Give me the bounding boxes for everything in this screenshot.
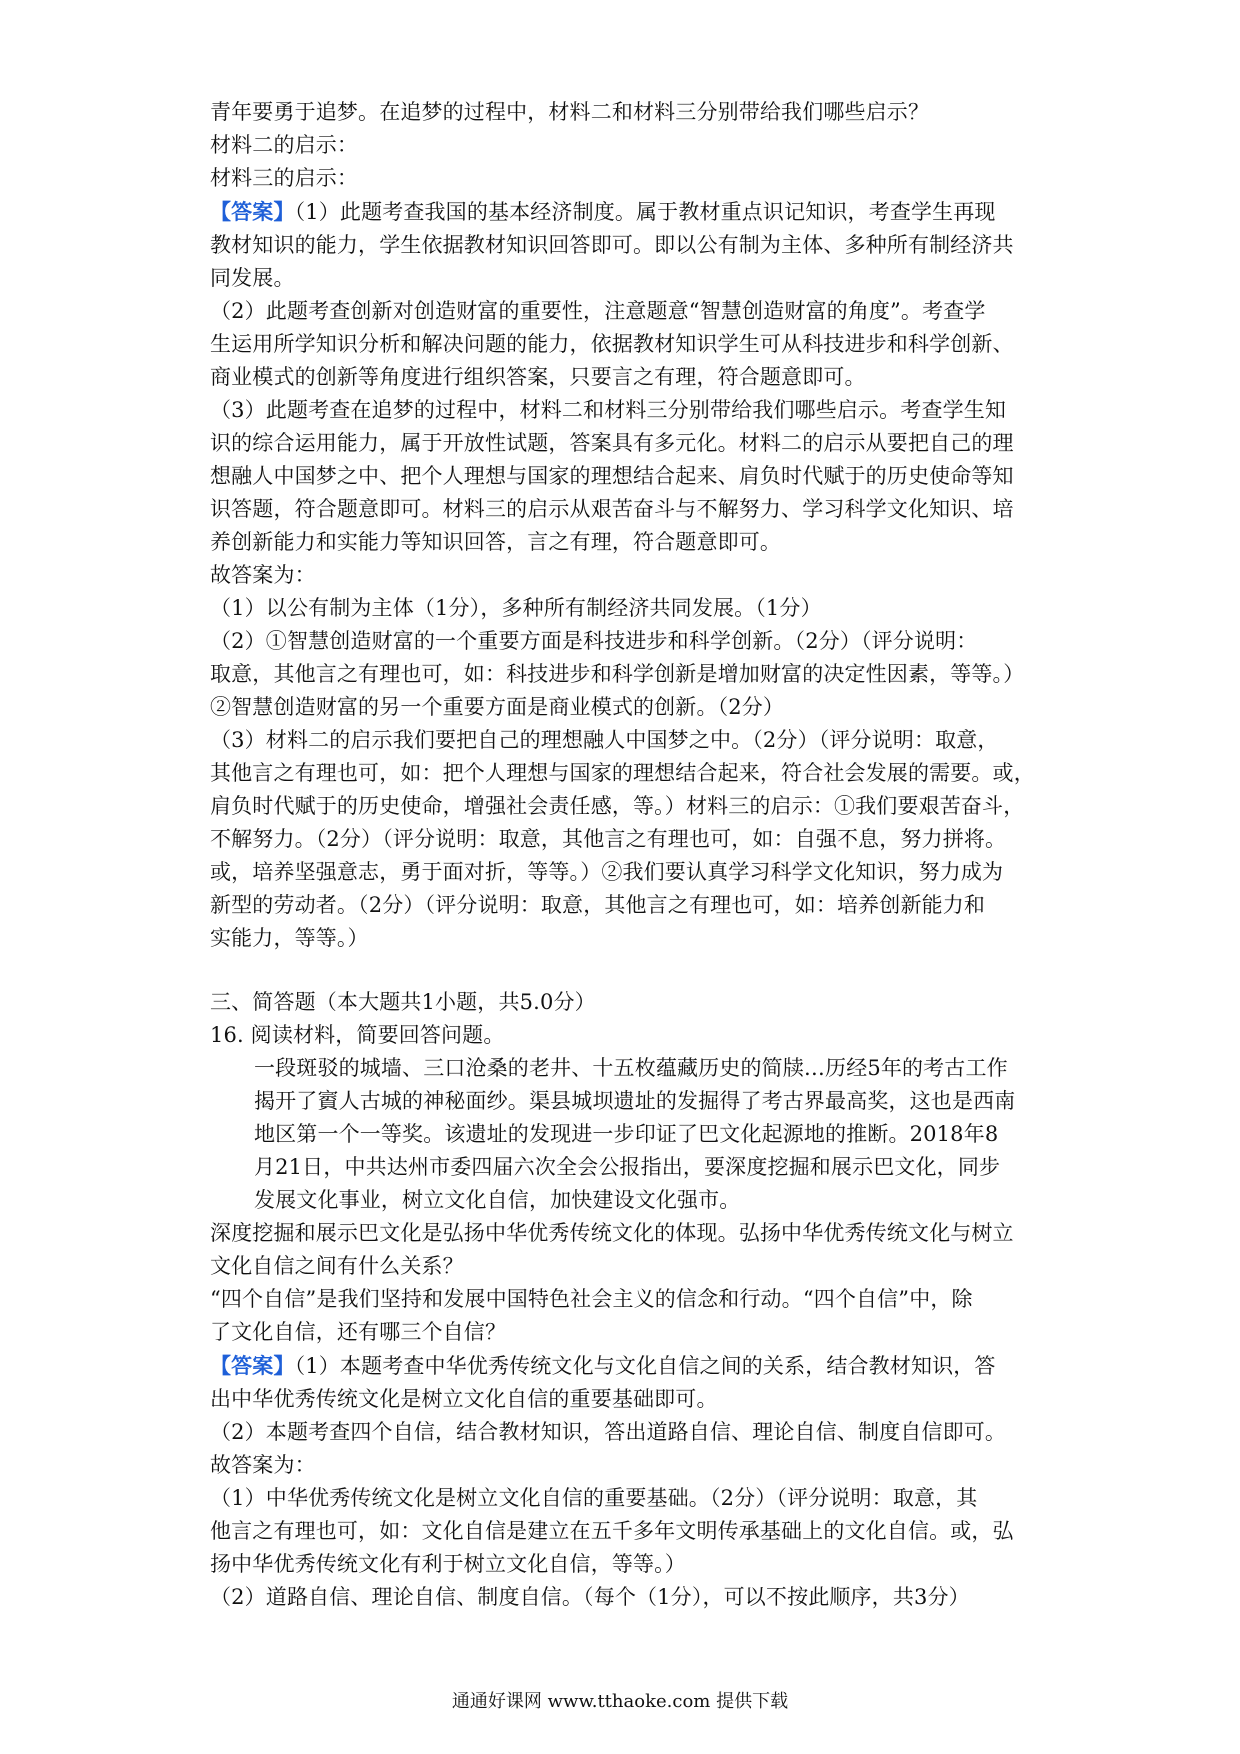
q15-final-2-line-3: ②智慧创造财富的另一个重要方面是商业模式的创新。（2分） bbox=[210, 695, 785, 719]
section-3-heading: 三、简答题（本大题共1小题，共5.0分） bbox=[210, 990, 596, 1014]
q15-analysis-3-line-3: 想融人中国梦之中、把个人理想与国家的理想结合起来、肩负时代赋于的历史使命等知 bbox=[210, 464, 1014, 488]
q15-final-3-line-1: （3）材料二的启示我们要把自己的理想融人中国梦之中。（2分）（评分说明：取意， bbox=[210, 728, 999, 752]
q15-conclusion-label: 故答案为： bbox=[210, 563, 316, 587]
q15-analysis-1-line-2: 教材知识的能力，学生依据教材知识回答即可。即以公有制为主体、多种所有制经济共 bbox=[210, 233, 1014, 257]
q15-analysis-1-line-3: 同发展。 bbox=[210, 266, 295, 290]
question-16-part-2-line-2: 了文化自信，还有哪三个自信？ bbox=[210, 1320, 507, 1344]
q15-final-2-line-1: （2）①智慧创造财富的一个重要方面是科技进步和科学创新。（2分）（评分说明： bbox=[210, 629, 978, 653]
question-16-part-2-line-1: “四个自信”是我们坚持和发展中国特色社会主义的信念和行动。“四个自信”中，除 bbox=[210, 1287, 973, 1311]
answer-blank-material-3: 材料三的启示： bbox=[210, 166, 359, 190]
q15-final-3-line-2: 其他言之有理也可，如：把个人理想与国家的理想结合起来，符合社会发展的需要。或， bbox=[210, 761, 1035, 785]
answer-tag: 【答案】 bbox=[210, 1353, 295, 1378]
q15-final-3-line-7: 实能力，等等。） bbox=[210, 926, 369, 950]
q15-analysis-2-line-2: 生运用所学知识分析和解决问题的能力，依据教材知识学生可从科技进步和科学创新、 bbox=[210, 332, 1014, 356]
question-16-title: 16. 阅读材料，简要回答问题。 bbox=[210, 1023, 505, 1047]
q15-final-3-line-3: 肩负时代赋于的历史使命，增强社会责任感，等。）材料三的启示：①我们要艰苦奋斗， bbox=[210, 794, 1025, 818]
material-line-2: 揭开了賨人古城的神秘面纱。渠县城坝遗址的发掘得了考古界最高奖，这也是西南 bbox=[254, 1089, 1016, 1113]
q16-analysis-1-line-1: （1）本题考查中华优秀传统文化与文化自信之间的关系，结合教材知识，答 bbox=[294, 1354, 996, 1378]
material-line-1: 一段斑驳的城墙、三口沧桑的老井、十五枚蕴藏历史的简牍…历经5年的考古工作 bbox=[254, 1056, 1008, 1080]
q16-answer-line bbox=[210, 1349, 1042, 1383]
answer-blank-material-2: 材料二的启示： bbox=[210, 133, 359, 157]
q15-analysis-3-line-1: （3）此题考查在追梦的过程中，材料二和材料三分别带给我们哪些启示。考查学生知 bbox=[210, 398, 1007, 422]
page-footer: 通通好课网 www.tthaoke.com 提供下载 bbox=[451, 1691, 789, 1712]
q15-final-3-line-6: 新型的劳动者。（2分）（评分说明：取意，其他言之有理也可，如：培养创新能力和 bbox=[210, 893, 986, 917]
material-line-3: 地区第一个一等奖。该遗址的发现进一步印证了巴文化起源地的推断。2018年8 bbox=[254, 1122, 999, 1146]
question-16-part-1-line-1: 深度挖掘和展示巴文化是弘扬中华优秀传统文化的体现。弘扬中华优秀传统文化与树立 bbox=[210, 1221, 1014, 1245]
q15-final-2-line-2: 取意，其他言之有理也可，如：科技进步和科学创新是增加财富的决定性因素，等等。） bbox=[210, 662, 1025, 686]
q16-analysis-1-line-2: 出中华优秀传统文化是树立文化自信的重要基础即可。 bbox=[210, 1387, 718, 1411]
q15-analysis-1-line-1: （1）此题考查我国的基本经济制度。属于教材重点识记知识，考查学生再现 bbox=[294, 200, 996, 224]
q15-answer-line bbox=[210, 195, 1042, 229]
q15-analysis-2-line-1: （2）此题考查创新对创造财富的重要性，注意题意“智慧创造财富的角度”。考查学 bbox=[210, 299, 986, 323]
q15-analysis-3-line-4: 识答题，符合题意即可。材料三的启示从艰苦奋斗与不解努力、学习科学文化知识、培 bbox=[210, 497, 1014, 521]
q15-final-1: （1）以公有制为主体（1分），多种所有制经济共同发展。（1分） bbox=[210, 596, 822, 620]
q16-final-1-line-1: （1）中华优秀传统文化是树立文化自信的重要基础。（2分）（评分说明：取意，其 bbox=[210, 1486, 978, 1510]
q16-final-2: （2）道路自信、理论自信、制度自信。（每个（1分），可以不按此顺序，共3分） bbox=[210, 1585, 970, 1609]
answer-tag: 【答案】 bbox=[210, 199, 295, 224]
q15-analysis-3-line-2: 识的综合运用能力，属于开放性试题，答案具有多元化。材料二的启示从要把自己的理 bbox=[210, 431, 1014, 455]
question-15-part-3: 青年要勇于追梦。在追梦的过程中，材料二和材料三分别带给我们哪些启示？ bbox=[210, 100, 930, 124]
q16-analysis-2: （2）本题考查四个自信，结合教材知识，答出道路自信、理论自信、制度自信即可。 bbox=[210, 1420, 1007, 1444]
material-line-5: 发展文化事业，树立文化自信，加快建设文化强市。 bbox=[254, 1188, 741, 1212]
q15-final-3-line-4: 不解努力。（2分）（评分说明：取意，其他言之有理也可，如：自强不息，努力拼将。 bbox=[210, 827, 1007, 851]
document-body bbox=[210, 96, 1042, 1614]
q15-analysis-3-line-5: 养创新能力和实能力等知识回答，言之有理，符合题意即可。 bbox=[210, 530, 782, 554]
q15-final-3-line-5: 或，培养坚强意志，勇于面对折，等等。）②我们要认真学习科学文化知识，努力成为 bbox=[210, 860, 1004, 884]
q16-conclusion-label: 故答案为： bbox=[210, 1453, 316, 1477]
material-line-4: 月21日，中共达州市委四届六次全会公报指出，要深度挖掘和展示巴文化，同步 bbox=[254, 1155, 1001, 1179]
question-16-part-1-line-2: 文化自信之间有什么关系？ bbox=[210, 1254, 464, 1278]
section-spacer bbox=[210, 955, 1042, 986]
q16-final-1-line-2: 他言之有理也可，如：文化自信是建立在五千多年文明传承基础上的文化自信。或，弘 bbox=[210, 1519, 1014, 1543]
q16-final-1-line-3: 扬中华优秀传统文化有利于树立文化自信，等等。） bbox=[210, 1552, 686, 1576]
q15-analysis-2-line-3: 商业模式的创新等角度进行组织答案，只要言之有理，符合题意即可。 bbox=[210, 365, 866, 389]
